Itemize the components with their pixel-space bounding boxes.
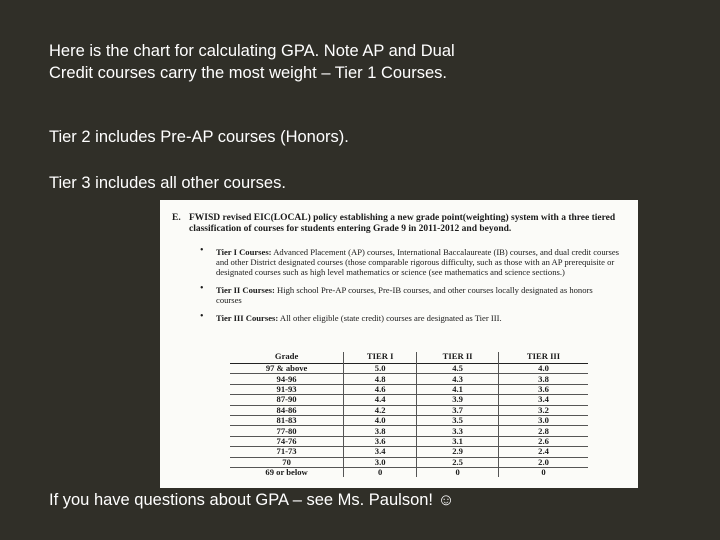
bullet-icon: • <box>200 245 204 256</box>
intro-text: Here is the chart for calculating GPA. Note AP and Dual Credit courses carry the most weight – Tier 1 Courses. <box>49 42 455 82</box>
bullet-text: Advanced Placement (AP) courses, International Baccalaureate (IB) courses, and dual credit courses and other District designated courses (those comparable rigorous difficulty, such as those with an AP prerequisite or designated courses such as high level mathematics or science (see mathematics and science sections.) <box>216 247 619 277</box>
document-heading <box>174 213 624 235</box>
footer-text: If you have questions about GPA – see Ms. Paulson! ☺ <box>49 491 455 509</box>
table-row <box>230 395 588 405</box>
gpa-cell: 2.9 <box>417 447 499 457</box>
bullet-text: All other eligible (state credit) courses are designated as Tier III. <box>278 313 502 323</box>
tier-bullet-list <box>200 247 620 331</box>
grade-cell: 97 & above <box>230 364 344 374</box>
gpa-cell: 3.0 <box>499 415 588 425</box>
gpa-cell: 3.1 <box>417 436 499 446</box>
gpa-table <box>230 352 588 477</box>
gpa-cell: 4.0 <box>344 415 417 425</box>
table-header-row <box>230 352 588 364</box>
item-letter: E. <box>172 213 181 223</box>
header-grade: Grade <box>274 351 299 361</box>
gpa-cell: 2.5 <box>417 457 499 467</box>
gpa-cell: 4.3 <box>417 374 499 384</box>
gpa-cell: 3.8 <box>499 374 588 384</box>
grade-cell: 77-80 <box>230 426 344 436</box>
gpa-cell: 3.7 <box>417 405 499 415</box>
gpa-cell: 4.1 <box>417 384 499 394</box>
gpa-cell: 4.0 <box>499 364 588 374</box>
gpa-cell: 2.8 <box>499 426 588 436</box>
gpa-cell: 3.5 <box>417 415 499 425</box>
gpa-cell: 0 <box>417 467 499 477</box>
bullet-lead: Tier II Courses: <box>216 285 275 295</box>
table-row <box>230 415 588 425</box>
policy-document-image <box>160 200 638 488</box>
table-row <box>230 457 588 467</box>
tier3-note: Tier 3 includes all other courses. <box>49 174 286 192</box>
table-row <box>230 436 588 446</box>
table-row <box>230 405 588 415</box>
grade-cell: 84-86 <box>230 405 344 415</box>
header-tier-3: TIER III <box>499 352 588 364</box>
gpa-cell: 4.8 <box>344 374 417 384</box>
gpa-cell: 4.4 <box>344 395 417 405</box>
gpa-table-body <box>230 364 588 478</box>
table-row <box>230 364 588 374</box>
bullet-icon: • <box>200 283 204 294</box>
gpa-cell: 2.6 <box>499 436 588 446</box>
gpa-cell: 4.2 <box>344 405 417 415</box>
gpa-cell: 4.5 <box>417 364 499 374</box>
table-row <box>230 447 588 457</box>
gpa-cell: 0 <box>344 467 417 477</box>
gpa-cell: 2.4 <box>499 447 588 457</box>
gpa-cell: 3.8 <box>344 426 417 436</box>
grade-cell: 91-93 <box>230 384 344 394</box>
gpa-cell: 0 <box>499 467 588 477</box>
gpa-cell: 3.2 <box>499 405 588 415</box>
gpa-cell: 3.4 <box>344 447 417 457</box>
gpa-cell: 5.0 <box>344 364 417 374</box>
heading-text: FWISD revised EIC(LOCAL) policy establishing a new grade point(weighting) system with a three tiered classification of courses for students entering Grade 9 in 2011-2012 and beyond. <box>189 213 616 234</box>
gpa-cell: 3.6 <box>344 436 417 446</box>
gpa-cell: 3.4 <box>499 395 588 405</box>
header-tier-1: TIER I <box>344 352 417 364</box>
bullet-tier-1 <box>200 247 620 277</box>
table-row <box>230 426 588 436</box>
grade-cell: 94-96 <box>230 374 344 384</box>
gpa-cell: 4.6 <box>344 384 417 394</box>
bullet-text: High school Pre-AP courses, Pre-IB courses, and other courses locally designated as honors courses <box>216 285 593 305</box>
gpa-cell: 3.9 <box>417 395 499 405</box>
grade-cell: 74-76 <box>230 436 344 446</box>
bullet-lead: Tier III Courses: <box>216 313 279 323</box>
bullet-tier-3 <box>200 313 620 323</box>
table-row <box>230 467 588 477</box>
table-row <box>230 374 588 384</box>
bullet-tier-2 <box>200 285 620 305</box>
gpa-cell: 3.0 <box>344 457 417 467</box>
gpa-cell: 3.3 <box>417 426 499 436</box>
grade-cell: 69 or below <box>230 467 344 477</box>
grade-cell: 70 <box>230 457 344 467</box>
gpa-cell: 2.0 <box>499 457 588 467</box>
bullet-lead: Tier I Courses: <box>216 247 272 257</box>
grade-cell: 87-90 <box>230 395 344 405</box>
grade-cell: 81-83 <box>230 415 344 425</box>
bullet-icon: • <box>200 311 204 322</box>
tier2-note: Tier 2 includes Pre-AP courses (Honors). <box>49 128 349 146</box>
table-row <box>230 384 588 394</box>
gpa-cell: 3.6 <box>499 384 588 394</box>
grade-cell: 71-73 <box>230 447 344 457</box>
header-tier-2: TIER II <box>417 352 499 364</box>
